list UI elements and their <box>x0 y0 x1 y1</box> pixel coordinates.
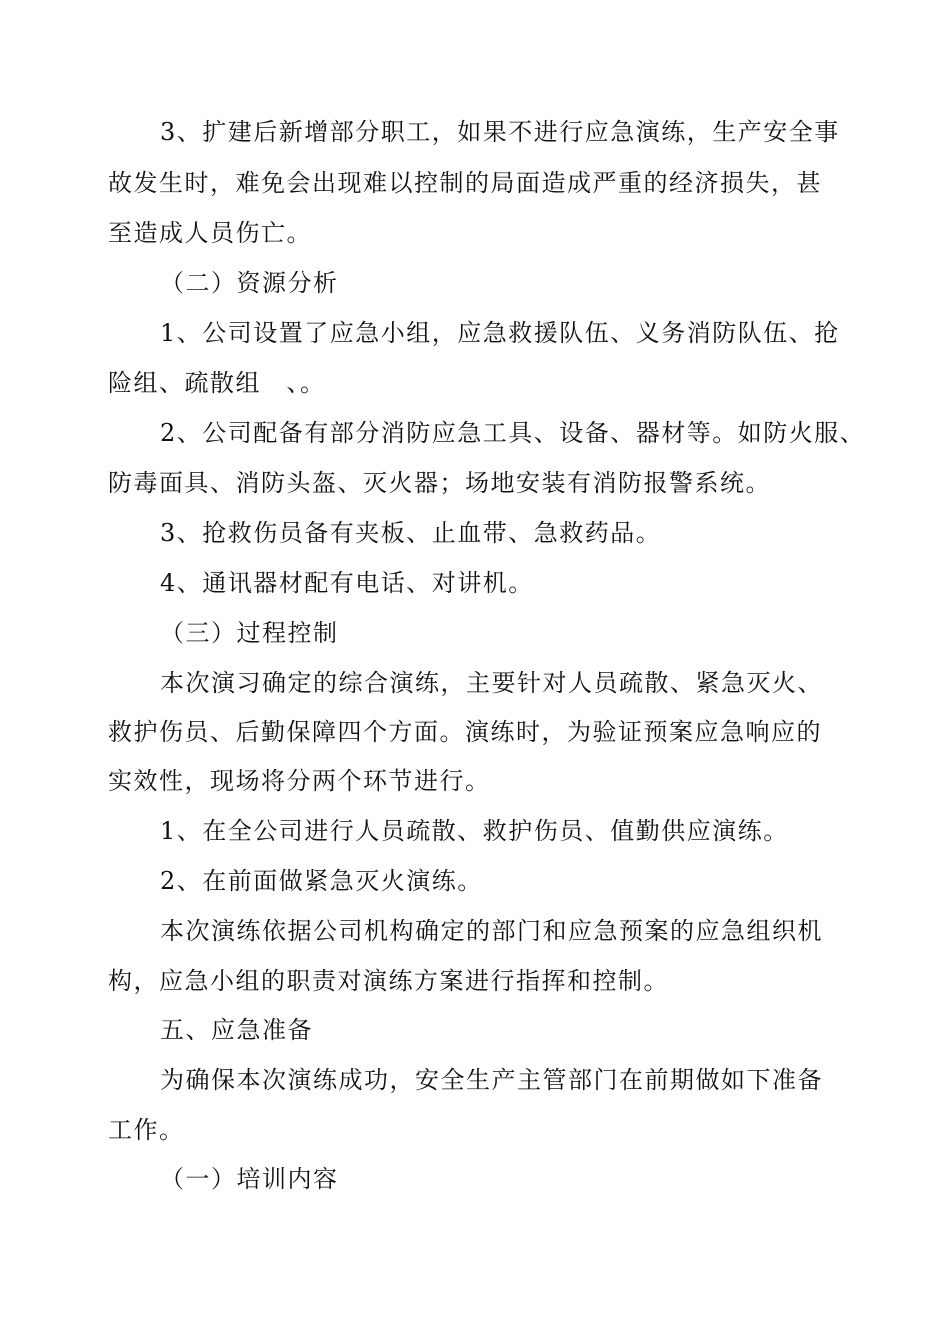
paragraph-line: 3、抢救伤员备有夹板、止血带、急救药品。 <box>160 519 662 547</box>
paragraph-line: 工作。 <box>108 1116 185 1144</box>
paragraph-line: 本次演习确定的综合演练，主要针对人员疏散、紧急灭火、 <box>160 669 823 697</box>
paragraph-line: 救护伤员、后勤保障四个方面。演练时，为验证预案应急响应的 <box>108 718 822 746</box>
paragraph-line: 1、公司设置了应急小组，应急救援队伍、义务消防队伍、抢 <box>160 319 840 347</box>
section-heading: （一）培训内容 <box>160 1165 339 1193</box>
paragraph-line: 2、在前面做紧急灭火演练。 <box>160 867 483 895</box>
paragraph-line: 本次演练依据公司机构确定的部门和应急预案的应急组织机 <box>160 917 823 945</box>
paragraph-line: 险组、疏散组 、。 <box>108 369 326 397</box>
section-heading: （三）过程控制 <box>160 619 339 647</box>
paragraph-line: 故发生时，难免会出现难以控制的局面造成严重的经济损失，甚 <box>108 169 822 197</box>
section-heading: 五、应急准备 <box>160 1016 313 1044</box>
paragraph-line: 实效性，现场将分两个环节进行。 <box>108 767 491 795</box>
paragraph-line: 为确保本次演练成功，安全生产主管部门在前期做如下准备 <box>160 1066 823 1094</box>
paragraph-line: 防毒面具、消防头盔、灭火器；场地安装有消防报警系统。 <box>108 469 771 497</box>
paragraph-line: 至造成人员伤亡。 <box>108 219 312 247</box>
paragraph-line: 2、公司配备有部分消防应急工具、设备、器材等。如防火服、 <box>160 419 866 447</box>
paragraph-line: 构，应急小组的职责对演练方案进行指挥和控制。 <box>108 967 669 995</box>
section-heading: （二）资源分析 <box>160 269 339 297</box>
paragraph-line: 4、通讯器材配有电话、对讲机。 <box>160 569 534 597</box>
paragraph-line: 3、扩建后新增部分职工，如果不进行应急演练，生产安全事 <box>160 118 840 146</box>
paragraph-line: 1、在全公司进行人员疏散、救护伤员、值勤供应演练。 <box>160 817 789 845</box>
